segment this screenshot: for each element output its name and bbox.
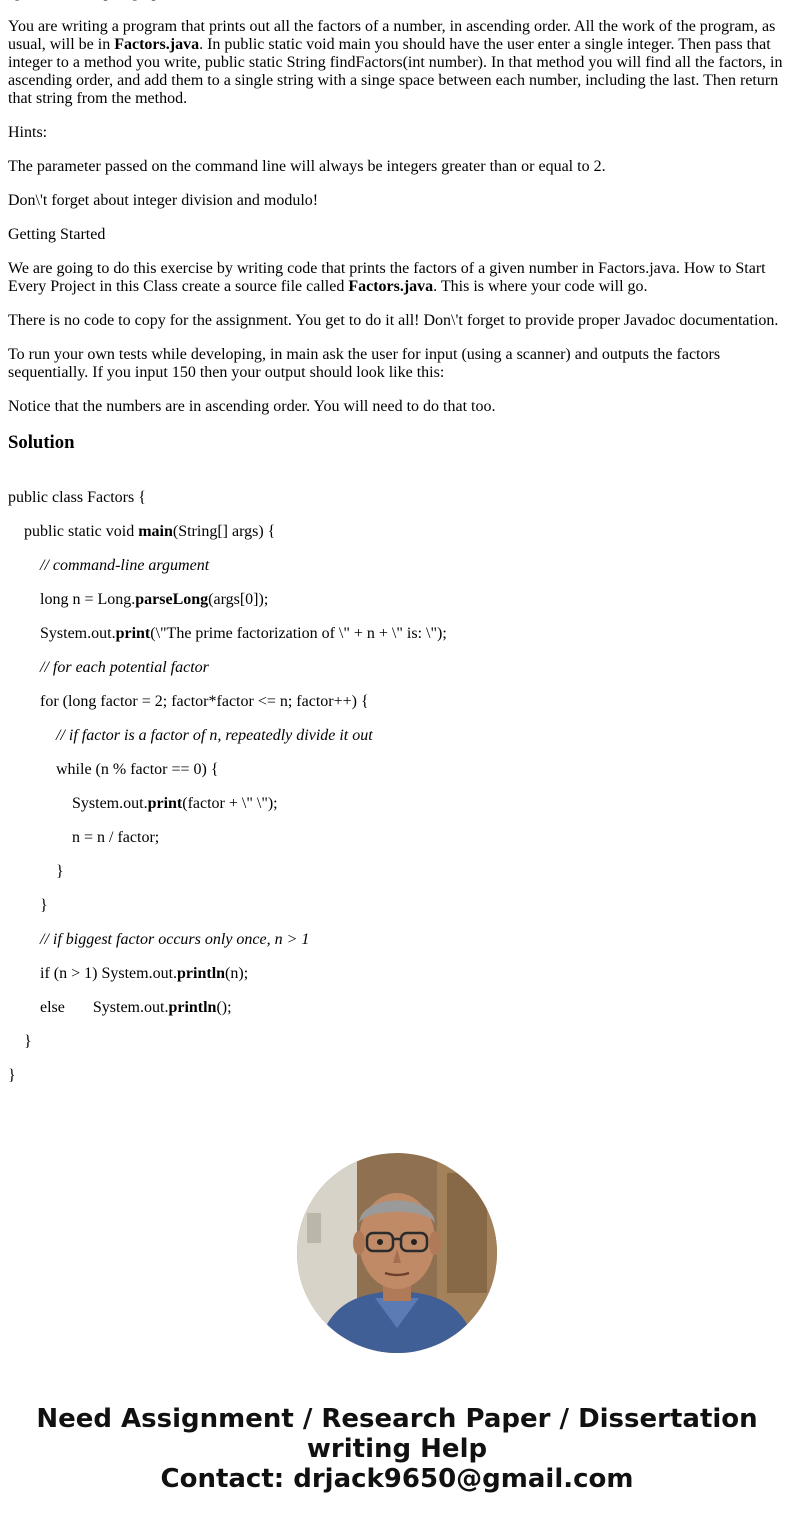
code-line: } (8, 1067, 16, 1084)
code-line: while (n % factor == 0) { (56, 761, 219, 778)
code-token: System.out. (40, 625, 116, 642)
task-filename: Factors.java (114, 36, 200, 53)
avatar-portrait (297, 1153, 497, 1353)
code-comment (8, 659, 786, 677)
code-comment (8, 727, 786, 745)
code-method: println (168, 999, 217, 1016)
code-line (8, 625, 786, 643)
code-method: print (115, 625, 151, 642)
intro-clipped-text (8, 0, 786, 2)
code-line: } (40, 897, 48, 914)
hints-label: Hints: (8, 124, 48, 141)
code-line (8, 795, 786, 813)
start-text-c: . This is where your code will go. (433, 278, 648, 295)
code-comment (8, 557, 786, 575)
paragraph-no-code: There is no code to copy for the assignment. You get to do it all! Don\'t forget to provide proper Javadoc documentation. (8, 312, 779, 329)
author-avatar (297, 1153, 497, 1353)
code-method: parseLong (135, 591, 209, 608)
code-block (8, 489, 786, 1085)
hint-division: Don\'t forget about integer division and modulo! (8, 192, 319, 209)
code-line: n = n / factor; (72, 829, 160, 846)
code-line (8, 591, 786, 609)
code-token: (n); (225, 965, 249, 982)
code-token: long n = Long. (40, 591, 136, 608)
code-token: (String[] args) { (172, 523, 276, 540)
code-token: System.out. (72, 795, 148, 812)
code-token: (factor + \" \"); (182, 795, 278, 812)
code-method: println (177, 965, 226, 982)
code-line: } (24, 1033, 32, 1050)
comment-text: // command-line argument (40, 557, 210, 574)
paragraph-run-tests: To run your own tests while developing, in main ask the user for input (using a scanner) and outputs the factors sequentially. If you input 150 then your output should look like this: (8, 346, 721, 381)
comment-text: // if biggest factor occurs only once, n > 1 (40, 931, 310, 948)
task-text-c: . In public static void main you should have the user enter a single integer. Then pass that integer to a method you write, public static String findFactors(int number). In that method you will find all the factors, in ascending order, and add them to a single string with a singe space between each number, including the last. Then return that string from the method. (8, 36, 783, 107)
code-token: public static void (24, 523, 139, 540)
code-token: (); (216, 999, 232, 1016)
hint-integers: The parameter passed on the command line will always be integers greater than or equal to 2. (8, 158, 606, 175)
comment-text: // for each potential factor (40, 659, 209, 676)
code-token: (args[0]); (208, 591, 269, 608)
code-token: if (n > 1) System.out. (40, 965, 178, 982)
code-line (8, 523, 786, 541)
start-filename: Factors.java (348, 278, 434, 295)
task-text-a: You are writing a program that prints out all the factors of a number, in ascending order. All the work of the program, as usual, will be in (8, 18, 776, 53)
code-line: for (long factor = 2; factor*factor <= n; factor++) { (40, 693, 369, 710)
start-text-a: We are going to do this exercise by writing code that prints the factors of a given number in Factors.java. How to Start Every Project in this Class create a source file called (8, 260, 766, 295)
code-method: main (138, 523, 173, 540)
paragraph-ascending: Notice that the numbers are in ascending order. You will need to do that too. (8, 398, 496, 415)
promo-line: Need Assignment / Research Paper / Dissertation (36, 1404, 758, 1434)
document-body (8, 0, 786, 1101)
promo-contact: Contact: drjack9650@gmail.com (160, 1464, 634, 1494)
solution-heading: Solution (8, 432, 75, 453)
code-line: public class Factors { (8, 489, 146, 506)
promo-banner (0, 1404, 794, 1494)
promo-line: writing Help (306, 1434, 488, 1464)
paragraph-start (8, 260, 786, 296)
code-comment (8, 931, 786, 949)
code-method: print (147, 795, 183, 812)
code-token: (\"The prime factorization of \" + n + \" is: \"); (150, 625, 447, 642)
paragraph-task (8, 18, 786, 108)
comment-text: // if factor is a factor of n, repeatedly divide it out (56, 727, 373, 744)
getting-started-label: Getting Started (8, 226, 106, 243)
code-line: } (56, 863, 64, 880)
code-line (8, 999, 786, 1017)
code-line (8, 965, 786, 983)
code-token: else System.out. (40, 999, 169, 1016)
